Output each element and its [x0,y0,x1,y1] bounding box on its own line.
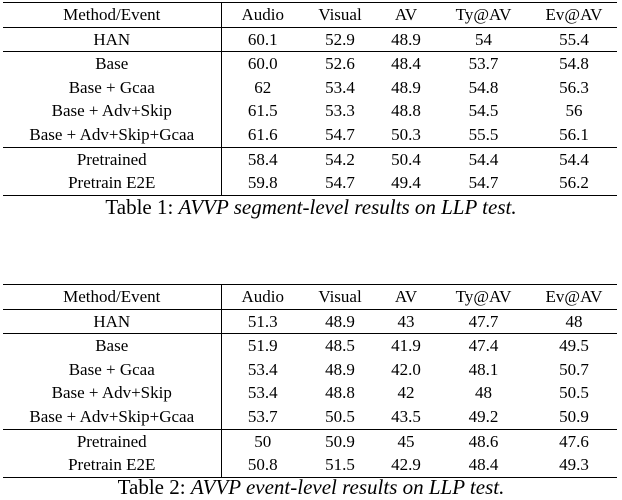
table-caption-1 [0,194,622,220]
value-cell: 42.9 [376,453,436,477]
value-cell: 50.7 [559,359,589,379]
value-cell: 56.2 [531,171,617,195]
value-cell: 55.5 [468,124,499,144]
method-cell: Base [3,52,221,76]
value-cell: 48.9 [325,359,355,379]
method-cell: Pretrain E2E [3,171,221,195]
table-row [3,27,617,52]
value-cell: 48 [475,383,492,403]
value-cell: 48.9 [391,77,421,97]
value-cell: 48.4 [436,453,531,477]
value-cell: 43 [397,311,415,331]
results-table-2 [3,284,617,478]
column-header: Ty@AV [455,5,512,24]
header-row [3,285,617,310]
method-cell: Base + Gcaa [3,358,221,382]
value-cell: 54.7 [325,124,355,144]
method-cell: Base + Adv+Skip+Gcaa [3,405,221,429]
value-cell: 53.4 [247,359,278,379]
value-cell: 48.8 [325,383,355,403]
method-cell: Pretrain E2E [3,453,221,477]
value-cell: 50 [221,429,304,453]
method-cell: HAN [3,27,221,52]
value-cell: 61.5 [247,101,278,121]
value-cell: 56 [565,101,583,121]
value-cell: 54.5 [468,101,499,121]
method-cell: Base + Adv+Skip+Gcaa [3,123,221,147]
column-header: AV [394,287,418,306]
row-group [3,309,617,334]
value-cell: 54.4 [436,147,531,171]
row-group [3,27,617,52]
value-cell: 55.4 [559,29,589,49]
value-cell: 50.9 [559,406,589,426]
table-header [3,285,617,310]
value-cell: 50.3 [391,124,421,144]
value-cell: 53.7 [247,406,278,426]
value-cell: 48.4 [376,52,436,76]
method-cell: Base + Gcaa [3,76,221,100]
value-cell: 50.5 [559,383,589,403]
value-cell: 53.4 [325,77,355,97]
caption-label: Table 2: [117,475,186,499]
column-header: Visual [318,5,362,24]
value-cell: 48.9 [325,311,355,331]
value-cell: 47.7 [468,311,499,331]
row-group [3,334,617,429]
caption-text: AVVP segment-level results on LLP test. [178,195,517,219]
value-cell: 62 [254,77,272,97]
table-row [3,123,617,147]
value-cell: 52.9 [325,29,355,49]
table-row [3,147,617,171]
value-cell: 53.7 [436,52,531,76]
value-cell: 49.4 [376,171,436,195]
table-row [3,99,617,123]
caption-label: Table 1: [105,195,174,219]
value-cell: 42 [397,383,415,403]
value-cell: 54.7 [304,171,376,195]
value-cell: 60.1 [247,29,278,49]
table-row [3,76,617,100]
table-row [3,334,617,358]
table-row [3,429,617,453]
value-cell: 48 [565,311,583,331]
value-cell: 41.9 [376,334,436,358]
value-cell: 56.1 [559,124,589,144]
table-row [3,309,617,334]
value-cell: 49.2 [468,406,499,426]
table-row [3,381,617,405]
header-row [3,3,617,28]
value-cell: 51.9 [221,334,304,358]
value-cell: 54.8 [468,77,499,97]
column-header: Audio [241,5,284,24]
column-header: Ev@AV [545,287,603,306]
column-header: Method/Event [3,285,221,310]
value-cell: 59.8 [221,171,304,195]
value-cell: 47.4 [436,334,531,358]
value-cell: 61.6 [247,124,278,144]
value-cell: 50.4 [376,147,436,171]
value-cell: 48.9 [391,29,421,49]
table-row [3,171,617,195]
column-header: Visual [318,287,362,306]
caption-text: AVVP event-level results on LLP test. [190,475,505,499]
value-cell: 45 [376,429,436,453]
method-cell: HAN [3,309,221,334]
column-header: Method/Event [3,3,221,28]
value-cell: 53.4 [247,383,278,403]
table-header [3,3,617,28]
value-cell: 54 [475,29,492,49]
method-cell: Base + Adv+Skip [3,381,221,405]
method-cell: Base [3,334,221,358]
value-cell: 56.3 [559,77,589,97]
value-cell: 58.4 [221,147,304,171]
value-cell: 42.0 [391,359,421,379]
value-cell: 51.5 [304,453,376,477]
column-header: Audio [241,287,284,306]
value-cell: 60.0 [221,52,304,76]
column-header: Ev@AV [545,5,603,24]
value-cell: 51.3 [247,311,278,331]
value-cell: 53.3 [325,101,355,121]
column-header: Ty@AV [455,287,512,306]
table-caption-2 [0,474,622,500]
value-cell: 50.8 [221,453,304,477]
method-cell: Pretrained [3,147,221,171]
value-cell: 54.4 [531,147,617,171]
value-cell: 52.6 [304,52,376,76]
row-group [3,429,617,477]
value-cell: 54.2 [304,147,376,171]
table-row [3,358,617,382]
value-cell: 54.7 [436,171,531,195]
table-row [3,52,617,76]
results-table-1 [3,2,617,196]
value-cell: 48.5 [304,334,376,358]
value-cell: 48.1 [468,359,499,379]
value-cell: 48.6 [436,429,531,453]
method-cell: Pretrained [3,429,221,453]
row-group [3,52,617,147]
value-cell: 50.5 [325,406,355,426]
value-cell: 47.6 [531,429,617,453]
column-header: AV [394,5,418,24]
row-group [3,147,617,195]
value-cell: 48.8 [391,101,421,121]
value-cell: 54.8 [531,52,617,76]
value-cell: 49.5 [531,334,617,358]
table-row [3,405,617,429]
value-cell: 50.9 [304,429,376,453]
value-cell: 49.3 [531,453,617,477]
method-cell: Base + Adv+Skip [3,99,221,123]
value-cell: 43.5 [391,406,421,426]
